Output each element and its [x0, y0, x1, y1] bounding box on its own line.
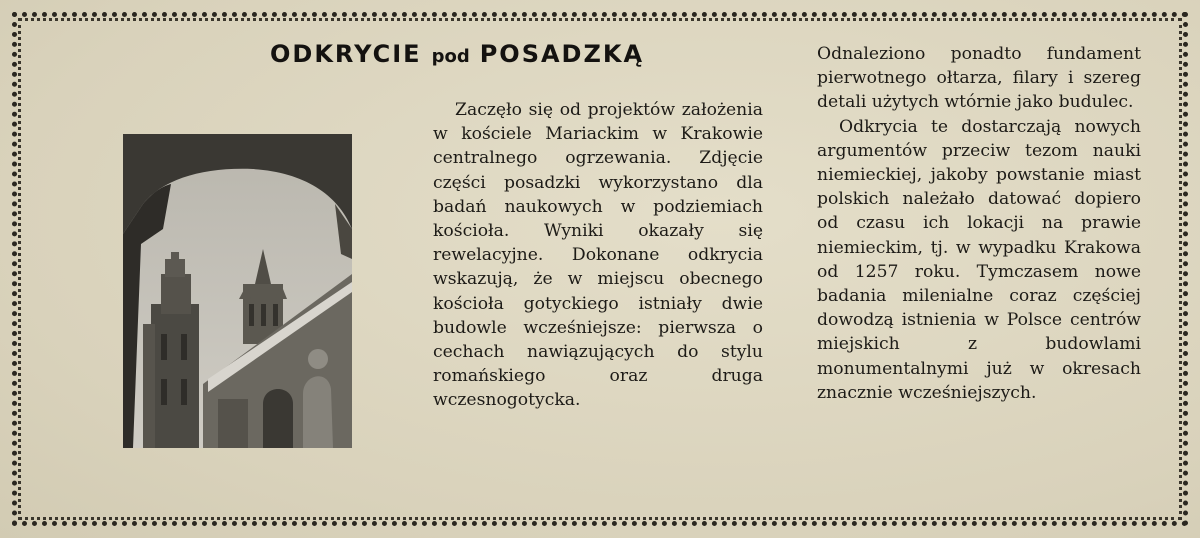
paragraph: Odkrycia te dostarczają nowych argumentów przeciw tezom nauki niemieckiej, jakoby powstanie miast polskich należało datować dopiero od czasu ich lokacji na prawie niemieckim, tj. w wypadku Krakowa od 1257 roku. Tymczasem nowe badania milenialne coraz częściej dowodzą istnienia w Polsce centrów miejskich z budowlami monumentalnymi już w okresach znacznie wcześniejszych. [817, 116, 1141, 403]
article-column-1 [433, 98, 763, 413]
paragraph: Odnaleziono ponadto fundament pierwotnego ołtarza, filary i szereg detali użytych wtórnie jako budulec. [817, 44, 1141, 113]
title-word-1: ODKRYCIE [270, 40, 422, 68]
st-marys-church-image [123, 134, 352, 448]
title-word-2: pod [431, 46, 470, 67]
church-photo [123, 134, 352, 448]
paragraph: Zaczęło się od projektów założenia w kościele Mariackim w Krakowie centralnego ogrzewania. Zdjęcie części posadzki wykorzystano dla badań naukowych w podziemiach kościoła. Wyniki okazały się rewelacyjne. Dokonane odkrycia wskazują, że w miejscu obecnego kościoła gotyckiego istniały dwie budowle wcześniejsze: pierwsza o cechach nawiązujących do stylu romańskiego oraz druga wczesnogotycka. [433, 100, 763, 411]
article-title [270, 40, 770, 68]
article-column-2 [817, 42, 1141, 405]
title-word-3: POSADZKĄ [479, 40, 645, 68]
